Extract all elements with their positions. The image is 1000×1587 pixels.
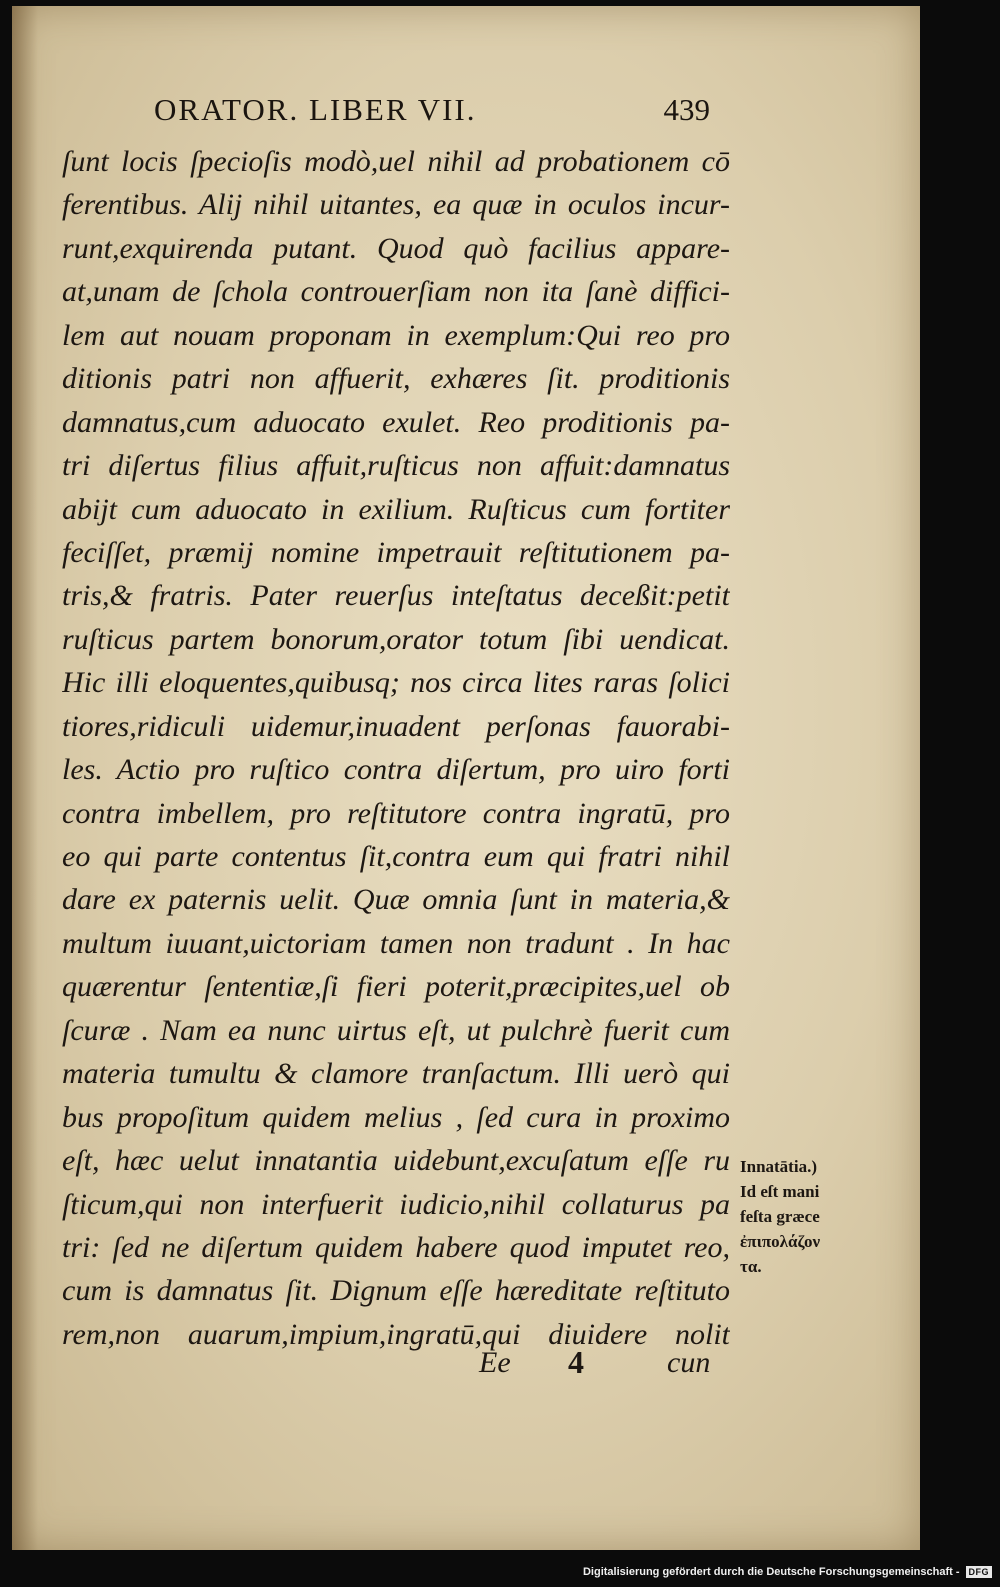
book-page [12, 6, 920, 1550]
text-line: ſcuræ . Nam ea nunc uirtus eſt, ut pulchrè fuerit cum [62, 1013, 730, 1047]
main-text-block [62, 140, 730, 1356]
text-line: bus propoſitum quidem melius , ſed cura in proximo [62, 1100, 730, 1134]
text-line: damnatus,cum aduocato exulet. Reo proditionis pa- [62, 405, 730, 439]
text-line: ditionis patri non affuerit, exhæres ſit. proditionis [62, 362, 730, 396]
text-line: ſunt locis ſpecioſis modò,uel nihil ad probationem cō [62, 145, 730, 178]
text-line: runt,exquirenda putant. Quod quò facilius appare- [62, 231, 730, 265]
marginal-note [740, 1154, 890, 1279]
marginal-note-line: ἐπιπολάζον [740, 1232, 821, 1251]
text-line: ſticum,qui non interfuerit iudicio,nihil collaturus pa [62, 1187, 730, 1221]
text-line: tiores,ridiculi uidemur,inuadent perſonas fauorabi- [62, 709, 730, 743]
marginal-note-line: Id eſt mani [740, 1182, 820, 1201]
page-gutter-shadow [12, 6, 38, 1550]
text-line: eſt, hæc uelut innatantia uidebunt,excuſatum eſſe ru [62, 1144, 730, 1178]
text-line: at,unam de ſchola controuerſiam non ita ſanè diffici- [62, 275, 730, 309]
page-footer [12, 1346, 920, 1386]
text-line: abijt cum aduocato in exilium. Ruſticus cum fortiter [62, 492, 730, 526]
text-line: Hic illi eloquentes,quibusq; nos circa lites raras ſolici [62, 666, 730, 700]
text-line: tris,& fratris. Pater reuerſus inteſtatus deceßit:petit [62, 579, 730, 613]
text-line: ruſticus partem bonorum,orator totum ſibi uendicat. [62, 622, 730, 656]
text-line: dare ex paternis uelit. Quæ omnia ſunt in materia,& [62, 883, 730, 917]
text-line: tri: ſed ne diſertum quidem habere quod imputet reo, [62, 1230, 730, 1264]
text-line: ferentibus. Alij nihil uitantes, ea quæ in oculos incur- [62, 188, 730, 222]
catchword: cun [667, 1346, 711, 1379]
text-line: materia tumultu & clamore tranſactum. Illi uerò qui [62, 1057, 730, 1091]
text-line: quærentur ſententiæ,ſi fieri poterit,præcipites,uel ob [62, 970, 730, 1004]
running-head: ORATOR. LIBER VII. [154, 92, 477, 127]
marginal-note-line: Innatātia.) [740, 1157, 817, 1176]
marginal-note-line: feſta græce [740, 1207, 820, 1226]
page-number: 439 [663, 92, 710, 127]
text-line: rem,non auarum,impium,ingratū,qui diuidere nolit [62, 1317, 730, 1351]
text-line: lem aut nouam proponam in exemplum:Qui reo pro [62, 318, 730, 352]
text-line: les. Actio pro ruſtico contra diſertum, pro uiro forti [62, 753, 730, 787]
text-line: multum iuuant,uictoriam tamen non tradunt . In hac [62, 926, 730, 960]
text-line: eo qui parte contentus ſit,contra eum qui fratri nihil [62, 840, 730, 873]
text-line: tri diſertus filius affuit,ruſticus non affuit:damnatus [62, 449, 730, 483]
dfg-logo: DFG [966, 1566, 993, 1578]
page-header [154, 92, 710, 132]
signature-number: 4 [568, 1344, 584, 1380]
signature-mark: Ee [479, 1346, 511, 1379]
text-line: feciſſet, præmij nomine impetrauit reſtitutionem pa- [62, 535, 730, 569]
digitization-credit-bar [583, 1561, 992, 1583]
marginal-note-line: τα. [740, 1257, 762, 1276]
digitization-credit-text: Digitalisierung gefördert durch die Deutsche Forschungsgemeinschaft - [582, 1566, 960, 1578]
text-line: contra imbellem, pro reſtitutore contra ingratū, pro [62, 796, 730, 830]
text-line: cum is damnatus ſit. Dignum eſſe hæreditate reſtituto [62, 1274, 730, 1308]
